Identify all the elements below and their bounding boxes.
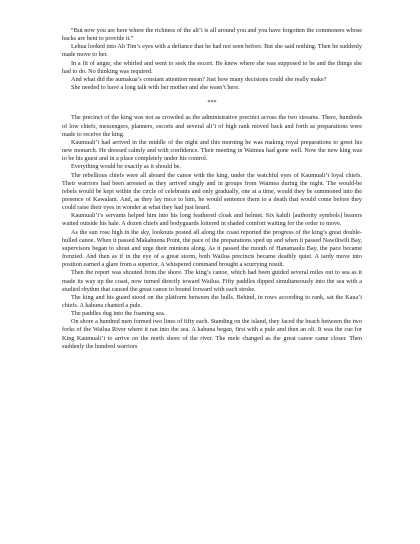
paragraph: The precinct of the king was not as crowded as the administrative precinct across the two streams. There, hundreds of low chiefs, messengers, planners, escorts and several ali’i of high rank moved back and forth as preparations were made to receive the king. — [62, 114, 362, 138]
paragraph: Lehua looked into Ah Tim’s eyes with a defiance that he had not seen before. But she said nothing. Then he suddenly made move to her. — [62, 43, 362, 59]
paragraph: Kaumuali’i’s servants helped him into his long feathered cloak and helmet. Six kahili [authority symbols] bearers waited outside his hale. A dozen chiefs and bodyguards loitered in shaded comfort waiting for the order to move. — [62, 212, 362, 228]
section-separator: *** — [207, 99, 217, 107]
paragraph: Then the report was shouted from the shore. The king’s canoe, which had been guided several miles out to sea as it made its way up the coast, now turned directly toward Wailua. Fifty paddles dipped simultaneously into the sea with a studied rhythm that caused the great canoe to bound forward with each stroke. — [62, 269, 362, 293]
paragraph: Kaumuali’i had arrived in the middle of the night and this morning he was making royal preparations to greet his new monarch. He dressed calmly and with confidence. Their meeting in Waimea had gone well. Now the new king was to be his guest and in a place completely under his control. — [62, 138, 362, 163]
paragraph: The rebellious chiefs were all aboard the canoe with the king, under the watchful eyes of Kaumuali’i loyal chiefs. Their warriors had been arrested as they arrived singly and in groups from Waimea during the night. The would-be rebels would be kept within the circle of celebrants and only gradually, one at a time, would they be summoned into the presence of Kawalani. And, as they lay mo.e to him, he would sentence them to a death that would come before they could raise their eyes in wonder at what they had just heard. — [62, 171, 362, 212]
paragraph: On shore a hundred men formed two lines of fifty each. Standing on the island, they faced the beach between the two forks of the Wailua River where it ran into the sea. A kahuna began, first with a pule and then an oli. It was the cue for King Kaumuali’i to arrive on the north shore of the river. The mele changed as the great canoe came closer. Then suddenly the hundred warriors — [62, 318, 362, 350]
paragraph: Everything would be exactly as it should be. — [71, 163, 181, 171]
paragraph: In a fit of anger, she whirled and went to seek the escort. He knew where she was supposed to be and the things she had to do. No thinking was required. — [62, 59, 362, 75]
paragraph: “But now you are here where the richness of the ali’i is all around you and you have forgotten the commoners whose backs are bent to provide it.” — [62, 27, 362, 43]
paragraph: The king and his guard stood on the platform between the hulls. Behind, in rows according to rank, sat the Kaua’i chiefs. A kahuna chanted a pule. — [62, 293, 362, 309]
paragraph: The paddles dug into the foaming sea. — [71, 310, 166, 318]
paragraph: And what did the aumakua’s constant attention mean? Just how many decisions could she really make? — [71, 75, 327, 83]
paragraph: As the sun rose high in the sky, lookouts posted all along the coast reported the progress of the king’s great double-hulled canoe. When it passed Makahuena Point, the pace of the preparations sped up and when it passed Nawiliwili Bay, supervisors began to shout and urge their minions along. As it passed the mouth of Hanamaulu Bay, the pace became frenzied. And then as if in the eye of a great storm, both Wailua precincts became deathly quiet. A tardy move into position earned a glare from a superior. A whispered command brought a scurrying result. — [62, 228, 362, 269]
body-text — [62, 27, 362, 351]
paragraph: She needed to have a long talk with her mother and she wasn’t here. — [71, 84, 240, 92]
